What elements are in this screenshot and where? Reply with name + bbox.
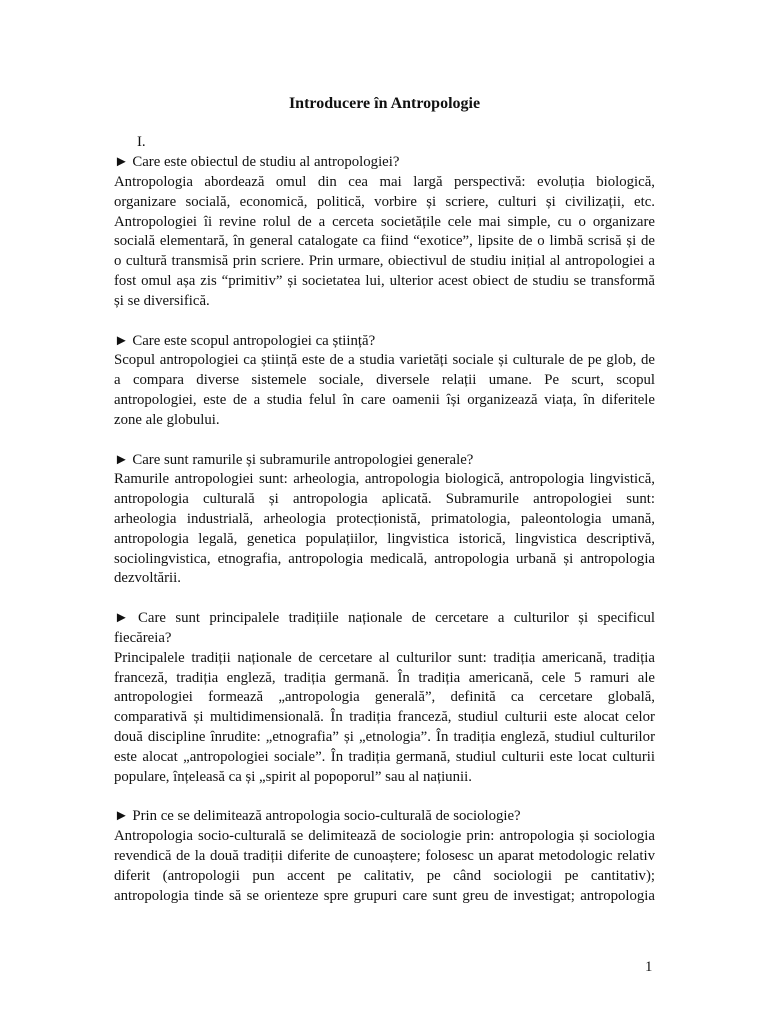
paragraph-line: și se diversifică. [114,292,210,309]
paragraph-line: populare, înțeleasă ca și „spirit al popoporul” sau al națiunii. [114,768,472,785]
paragraph-line: organizare socială, economică, politică, vorbire și scriere, culturi și civilizații, etc. [114,193,655,210]
blank-line [114,589,655,609]
paragraph-line: socială elementară, în general catalogate ca fiind “exotice”, lipsite de o limbă scrisă și de [114,233,655,250]
blank-line [114,113,655,133]
paragraph-line: Antropologia socio-culturală se delimitează de sociologie prin: antropologia și sociologia [114,828,655,845]
paragraph-line: Antropologia abordează omul din cea mai largă perspectivă: evoluția biologică, [114,173,655,190]
question-heading: ► Care este scopul antropologiei ca știință? [114,332,376,349]
paragraph-line: Principalele tradiții naționale de cercetare al culturilor sunt: tradiția americană, tradiția [114,649,655,666]
question-heading: ► Prin ce se delimitează antropologia socio-culturală de sociologie? [114,808,521,825]
paragraph-line: arheologia industrială, arheologia protecționistă, primatologia, paleontologia umană, [114,510,655,527]
question-heading: ► Care este obiectul de studiu al antropologiei? [114,154,400,171]
document-title: Introducere în Antropologie [288,94,481,112]
paragraph-line: antropologiei, este de a studia felul în care oamenii își organizează viața, în diferitele [114,392,655,409]
paragraph-line: dezvoltării. [114,570,181,587]
question-heading: ► Care sunt principalele tradițiile naționale de cercetare a culturilor și specificul [114,610,655,627]
question-heading: fiecăreia? [114,629,172,646]
page-number: 1 [645,959,653,975]
blank-line [114,788,655,808]
paragraph-line: fost omul așa zis “primitiv” și societatea lui, ulterior acest obiect de studiu se transformă [114,273,655,290]
paragraph-line: revendică de la două tradiții diferite de cunoaștere; folosesc un aparat metodologic relativ [114,848,655,865]
paragraph-line: sociolingvistica, etnografia, antropologia medicală, antropologia urbană și antropologia [114,550,655,567]
paragraph-line: antropologia tinde să se orienteze spre grupuri care sunt greu de investigat; antropologia [114,887,655,904]
blank-line [114,431,655,451]
question-heading: ► Care sunt ramurile și subramurile antropologiei generale? [114,451,474,468]
paragraph-line: Scopul antropologiei ca știință este de a studia varietăți sociale și culturale de pe glob, de [114,352,655,369]
paragraph-line: o cultură transmisă prin scriere. Prin urmare, obiectivul de studiu inițial al antropologiei a [114,253,655,270]
paragraph-line: antropologiei formează „antropologia generală”, definită ca cercetare globală, [114,689,655,706]
part-number: I. [137,134,146,151]
blank-line [114,312,655,332]
paragraph-line: comparativă și multidimensională. În tradiția franceză, studiul culturii este alocat celor [114,709,655,726]
paragraph-line: franceză, tradiția engleză, tradiția germană. În tradiția americană, cele 5 ramuri ale [114,669,655,686]
paragraph-line: două discipline înrudite: „etnografia” și „etnologia”. În tradiția engleză, studiul culturilor [114,729,655,746]
paragraph-line: zone ale globului. [114,411,220,428]
paragraph-line: a compara diverse sistemele sociale, diversele relații umane. Pe scurt, scopul [114,372,655,389]
paragraph-line: este alocat „antropologiei sociale”. În tradiția germană, studiul culturii este locat culturii [114,748,655,765]
text-column [114,94,655,907]
paragraph-line: antropologia culturală și antropologia aplicată. Subramurile antropologiei sunt: [114,491,655,508]
paragraph-line: Antropologiei îi revine rolul de a cerceta societățile cele mai simple, cu o organizare [114,213,655,230]
paragraph-line: antropologia legală, genetica populațiilor, lingvistica istorică, lingvistica descriptivă, [114,530,655,547]
paragraph-line: diferit (antropologii pun accent pe calitativ, pe când sociologii pe cantitativ); [114,867,655,884]
paragraph-line: Ramurile antropologiei sunt: arheologia, antropologia biologică, antropologia lingvistică, [114,471,655,488]
